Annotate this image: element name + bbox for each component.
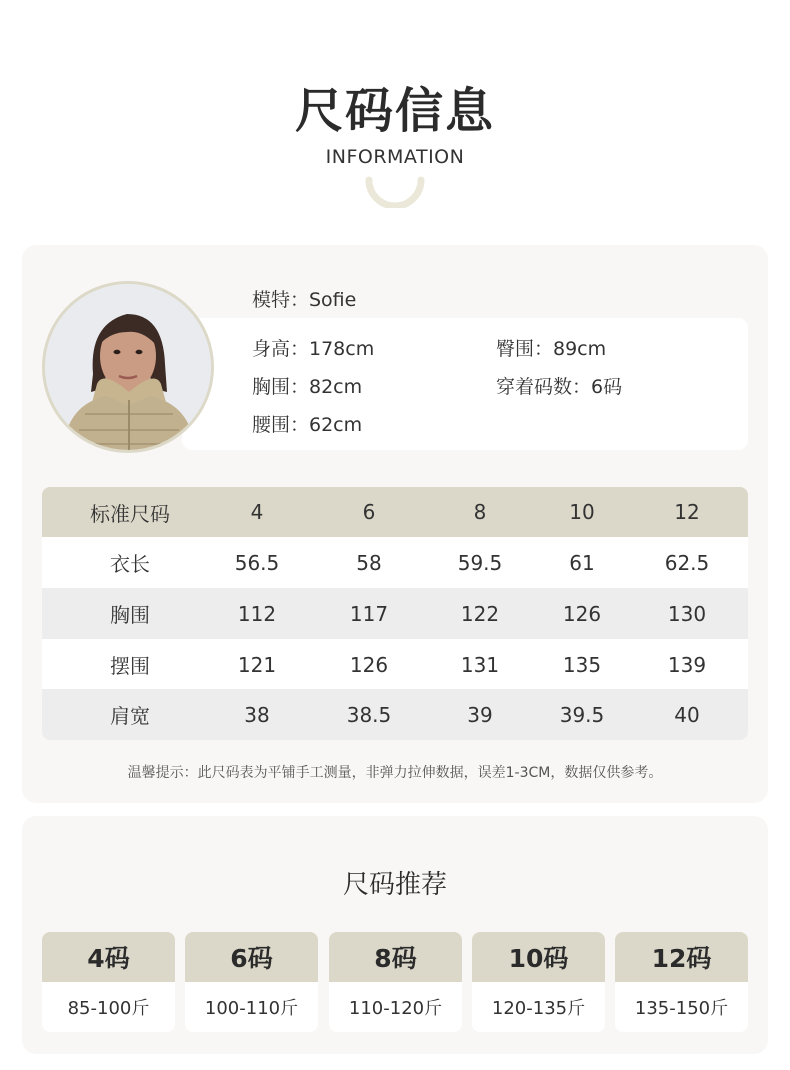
page-header xyxy=(0,0,790,230)
table-cell: 121 xyxy=(237,652,277,677)
recommend-size: 10码 xyxy=(472,932,605,982)
table-cell: 126 xyxy=(349,652,389,677)
table-cell: 56.5 xyxy=(234,550,280,575)
recommend-item xyxy=(472,932,605,1032)
table-cell: 131 xyxy=(460,652,500,677)
table-cell: 62.5 xyxy=(664,550,710,575)
recommend-item xyxy=(329,932,462,1032)
table-header-cell: 4 xyxy=(250,500,264,524)
recommend-size: 12码 xyxy=(615,932,748,982)
table-cell: 38 xyxy=(244,702,270,727)
model-portrait-icon xyxy=(45,284,211,450)
recommend-weight: 135-150斤 xyxy=(634,998,729,1019)
table-row-label: 衣长 xyxy=(110,552,150,576)
table-cell: 130 xyxy=(667,601,707,626)
table-row-label: 摆围 xyxy=(110,654,150,678)
size-table xyxy=(42,487,748,740)
recommend-weight: 110-120斤 xyxy=(348,998,443,1019)
recommend-weight: 120-135斤 xyxy=(491,998,586,1019)
recommend-weight: 85-100斤 xyxy=(67,998,150,1019)
table-cell: 139 xyxy=(667,652,707,677)
table-row xyxy=(42,689,748,740)
size-recommend-card xyxy=(22,816,768,1054)
table-header-cell: 12 xyxy=(674,500,700,524)
table-row xyxy=(42,588,748,639)
page-title: 尺码信息 xyxy=(294,83,495,139)
smile-decoration-icon xyxy=(365,160,425,208)
model-name: 模特：Sofie xyxy=(252,289,357,311)
table-cell: 39 xyxy=(467,702,493,727)
model-waist: 腰围：62cm xyxy=(252,414,363,436)
table-row xyxy=(42,537,748,588)
table-row xyxy=(42,639,748,690)
size-info-card xyxy=(22,245,768,803)
recommend-size: 4码 xyxy=(42,932,175,982)
model-avatar xyxy=(42,281,214,453)
recommend-weight: 100-110斤 xyxy=(204,998,299,1019)
table-cell: 126 xyxy=(562,601,602,626)
recommend-size: 8码 xyxy=(329,932,462,982)
table-header-cell: 6 xyxy=(362,500,376,524)
table-cell: 58 xyxy=(356,550,382,575)
table-cell: 61 xyxy=(569,550,595,575)
page-subtitle: INFORMATION xyxy=(325,146,465,168)
table-cell: 59.5 xyxy=(457,550,503,575)
recommend-size: 6码 xyxy=(185,932,318,982)
model-stats-box xyxy=(182,318,748,450)
table-cell: 122 xyxy=(460,601,500,626)
table-header-row xyxy=(42,487,748,537)
model-hip: 臀围：89cm xyxy=(496,338,607,360)
table-cell: 112 xyxy=(237,601,277,626)
table-row-label: 肩宽 xyxy=(110,704,150,728)
recommend-item xyxy=(615,932,748,1032)
model-height: 身高：178cm xyxy=(252,338,375,360)
table-header-cell: 10 xyxy=(569,500,595,524)
model-wearing-size: 穿着码数：6码 xyxy=(496,376,623,398)
recommend-item xyxy=(185,932,318,1032)
recommend-title: 尺码推荐 xyxy=(342,870,447,900)
measurement-note: 温馨提示：此尺码表为平铺手工测量，非弹力拉伸数据，误差1-3CM，数据仅供参考。 xyxy=(127,765,663,781)
table-cell: 117 xyxy=(349,601,389,626)
table-row-label: 胸围 xyxy=(110,603,150,627)
recommend-item xyxy=(42,932,175,1032)
model-bust: 胸围：82cm xyxy=(252,376,363,398)
table-cell: 135 xyxy=(562,652,602,677)
table-cell: 40 xyxy=(674,702,700,727)
table-cell: 39.5 xyxy=(559,702,605,727)
table-cell: 38.5 xyxy=(346,702,392,727)
table-header-cell: 8 xyxy=(473,500,487,524)
table-header-cell: 标准尺码 xyxy=(90,501,170,526)
